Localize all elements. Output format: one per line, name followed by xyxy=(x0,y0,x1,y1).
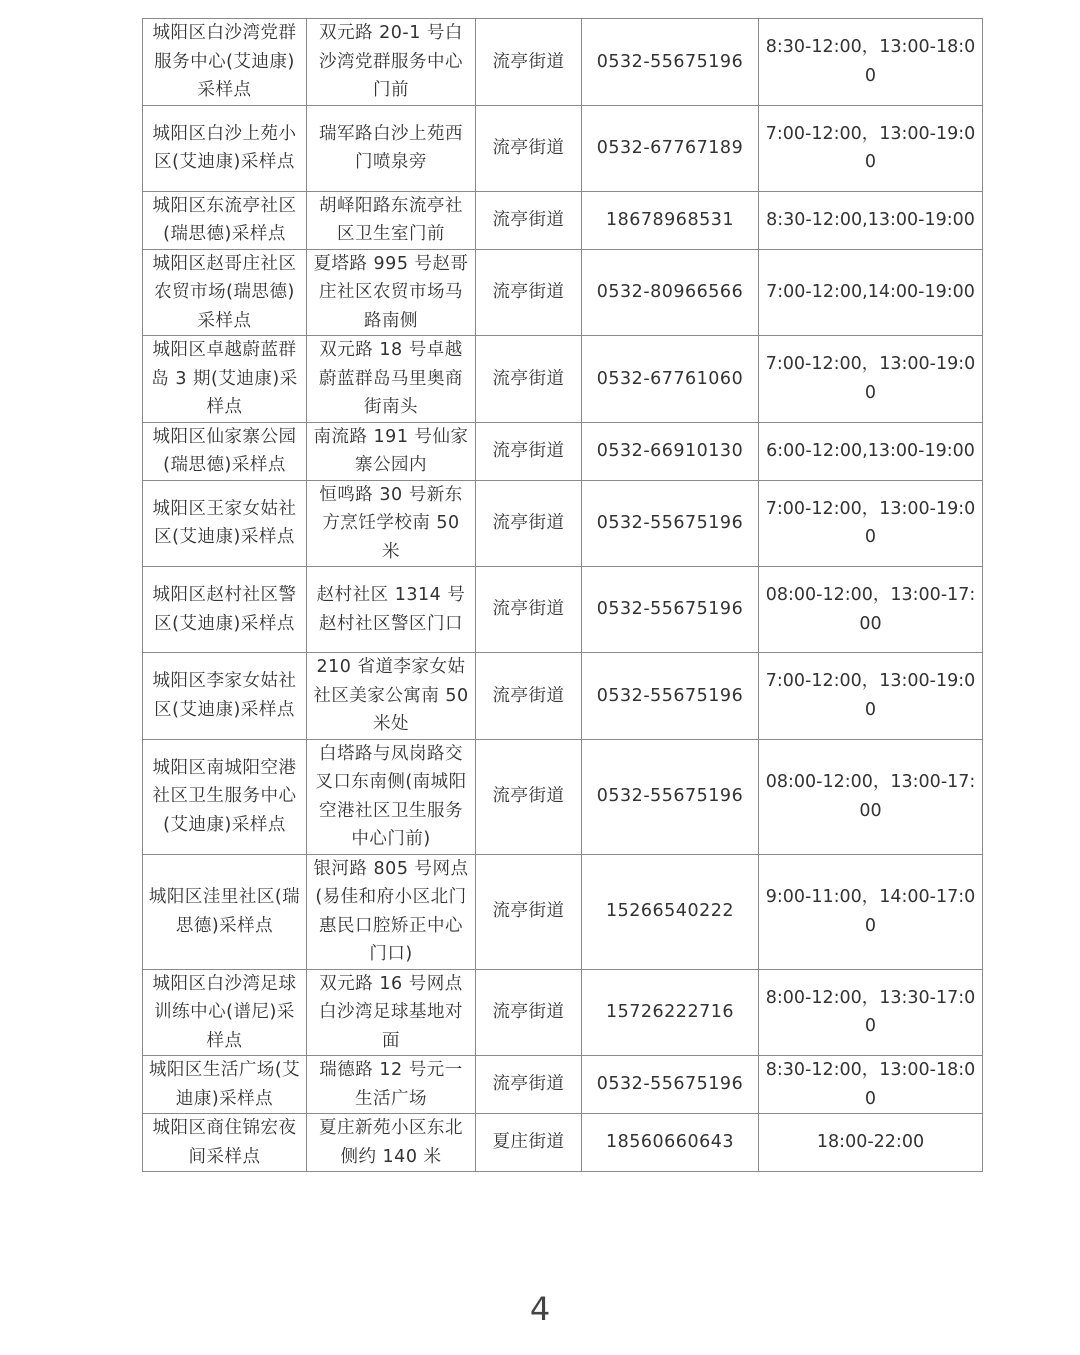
site-phone-cell: 0532-55675196 xyxy=(582,653,759,740)
site-phone-cell: 0532-66910130 xyxy=(582,422,759,480)
site-name-cell: 城阳区王家女姑社区(艾迪康)采样点 xyxy=(143,480,307,567)
site-hours-cell: 8:30-12:00，13:00-18:00 xyxy=(759,1056,983,1114)
site-phone-cell: 0532-55675196 xyxy=(582,739,759,854)
site-street-cell: 流亭街道 xyxy=(476,854,582,969)
site-name-cell: 城阳区赵村社区警区(艾迪康)采样点 xyxy=(143,567,307,653)
site-hours-cell: 18:00-22:00 xyxy=(759,1114,983,1172)
site-phone-cell: 0532-55675196 xyxy=(582,567,759,653)
site-name-cell: 城阳区生活广场(艾迪康)采样点 xyxy=(143,1056,307,1114)
table-row xyxy=(143,567,983,653)
site-address-cell: 瑞军路白沙上苑西门喷泉旁 xyxy=(307,105,476,191)
site-address-cell: 瑞德路 12 号元一生活广场 xyxy=(307,1056,476,1114)
table-row xyxy=(143,739,983,854)
site-phone-cell: 15266540222 xyxy=(582,854,759,969)
site-address-cell: 白塔路与凤岗路交叉口东南侧(南城阳空港社区卫生服务中心门前) xyxy=(307,739,476,854)
site-name-cell: 城阳区白沙湾党群服务中心(艾迪康)采样点 xyxy=(143,19,307,106)
site-street-cell: 流亭街道 xyxy=(476,567,582,653)
site-name-cell: 城阳区东流亭社区(瑞思德)采样点 xyxy=(143,191,307,249)
site-name-cell: 城阳区洼里社区(瑞思德)采样点 xyxy=(143,854,307,969)
table-row xyxy=(143,969,983,1056)
site-address-cell: 夏庄新苑小区东北侧约 140 米 xyxy=(307,1114,476,1172)
site-address-cell: 赵村社区 1314 号赵村社区警区门口 xyxy=(307,567,476,653)
site-address-cell: 夏塔路 995 号赵哥庄社区农贸市场马路南侧 xyxy=(307,249,476,336)
site-address-cell: 恒鸣路 30 号新东方烹饪学校南 50 米 xyxy=(307,480,476,567)
site-street-cell: 流亭街道 xyxy=(476,653,582,740)
table-row xyxy=(143,249,983,336)
site-name-cell: 城阳区白沙湾足球训练中心(谱尼)采样点 xyxy=(143,969,307,1056)
site-phone-cell: 15726222716 xyxy=(582,969,759,1056)
site-hours-cell: 7:00-12:00，13:00-19:00 xyxy=(759,653,983,740)
site-address-cell: 210 省道李家女姑社区美家公寓南 50 米处 xyxy=(307,653,476,740)
site-phone-cell: 0532-80966566 xyxy=(582,249,759,336)
table-row xyxy=(143,191,983,249)
site-name-cell: 城阳区商住锦宏夜间采样点 xyxy=(143,1114,307,1172)
site-street-cell: 流亭街道 xyxy=(476,1056,582,1114)
site-name-cell: 城阳区赵哥庄社区农贸市场(瑞思德)采样点 xyxy=(143,249,307,336)
table-row xyxy=(143,19,983,106)
site-hours-cell: 7:00-12:00,14:00-19:00 xyxy=(759,249,983,336)
site-street-cell: 流亭街道 xyxy=(476,105,582,191)
site-street-cell: 流亭街道 xyxy=(476,422,582,480)
table-row xyxy=(143,854,983,969)
table-row xyxy=(143,422,983,480)
site-address-cell: 南流路 191 号仙家寨公园内 xyxy=(307,422,476,480)
page-number: 4 xyxy=(529,1290,551,1328)
site-phone-cell: 0532-55675196 xyxy=(582,1056,759,1114)
table-row xyxy=(143,480,983,567)
site-hours-cell: 8:30-12:00,13:00-19:00 xyxy=(759,191,983,249)
site-street-cell: 流亭街道 xyxy=(476,480,582,567)
table-row xyxy=(143,1114,983,1172)
site-hours-cell: 7:00-12:00，13:00-19:00 xyxy=(759,336,983,423)
site-hours-cell: 8:30-12:00，13:00-18:00 xyxy=(759,19,983,106)
site-hours-cell: 08:00-12:00，13:00-17:00 xyxy=(759,739,983,854)
table-row xyxy=(143,105,983,191)
site-name-cell: 城阳区白沙上苑小区(艾迪康)采样点 xyxy=(143,105,307,191)
site-street-cell: 流亭街道 xyxy=(476,191,582,249)
site-street-cell: 流亭街道 xyxy=(476,19,582,106)
site-hours-cell: 6:00-12:00,13:00-19:00 xyxy=(759,422,983,480)
site-hours-cell: 7:00-12:00，13:00-19:00 xyxy=(759,480,983,567)
site-street-cell: 流亭街道 xyxy=(476,336,582,423)
table-body xyxy=(143,19,983,1172)
site-street-cell: 流亭街道 xyxy=(476,969,582,1056)
site-name-cell: 城阳区仙家寨公园(瑞思德)采样点 xyxy=(143,422,307,480)
table-row xyxy=(143,336,983,423)
site-phone-cell: 0532-55675196 xyxy=(582,480,759,567)
site-phone-cell: 18560660643 xyxy=(582,1114,759,1172)
site-name-cell: 城阳区南城阳空港社区卫生服务中心(艾迪康)采样点 xyxy=(143,739,307,854)
site-phone-cell: 0532-67767189 xyxy=(582,105,759,191)
site-address-cell: 胡峄阳路东流亭社区卫生室门前 xyxy=(307,191,476,249)
site-address-cell: 双元路 16 号网点白沙湾足球基地对面 xyxy=(307,969,476,1056)
site-phone-cell: 18678968531 xyxy=(582,191,759,249)
site-hours-cell: 9:00-11:00，14:00-17:00 xyxy=(759,854,983,969)
table-row xyxy=(143,1056,983,1114)
site-hours-cell: 7:00-12:00，13:00-19:00 xyxy=(759,105,983,191)
site-hours-cell: 08:00-12:00，13:00-17:00 xyxy=(759,567,983,653)
site-street-cell: 夏庄街道 xyxy=(476,1114,582,1172)
site-address-cell: 双元路 18 号卓越蔚蓝群岛马里奥商街南头 xyxy=(307,336,476,423)
site-name-cell: 城阳区卓越蔚蓝群岛 3 期(艾迪康)采样点 xyxy=(143,336,307,423)
site-street-cell: 流亭街道 xyxy=(476,249,582,336)
site-address-cell: 银河路 805 号网点(易佳和府小区北门惠民口腔矫正中心门口) xyxy=(307,854,476,969)
site-address-cell: 双元路 20-1 号白沙湾党群服务中心门前 xyxy=(307,19,476,106)
site-name-cell: 城阳区李家女姑社区(艾迪康)采样点 xyxy=(143,653,307,740)
site-phone-cell: 0532-67761060 xyxy=(582,336,759,423)
table-row xyxy=(143,653,983,740)
site-hours-cell: 8:00-12:00，13:30-17:00 xyxy=(759,969,983,1056)
site-phone-cell: 0532-55675196 xyxy=(582,19,759,106)
site-street-cell: 流亭街道 xyxy=(476,739,582,854)
sampling-sites-table xyxy=(142,18,983,1172)
